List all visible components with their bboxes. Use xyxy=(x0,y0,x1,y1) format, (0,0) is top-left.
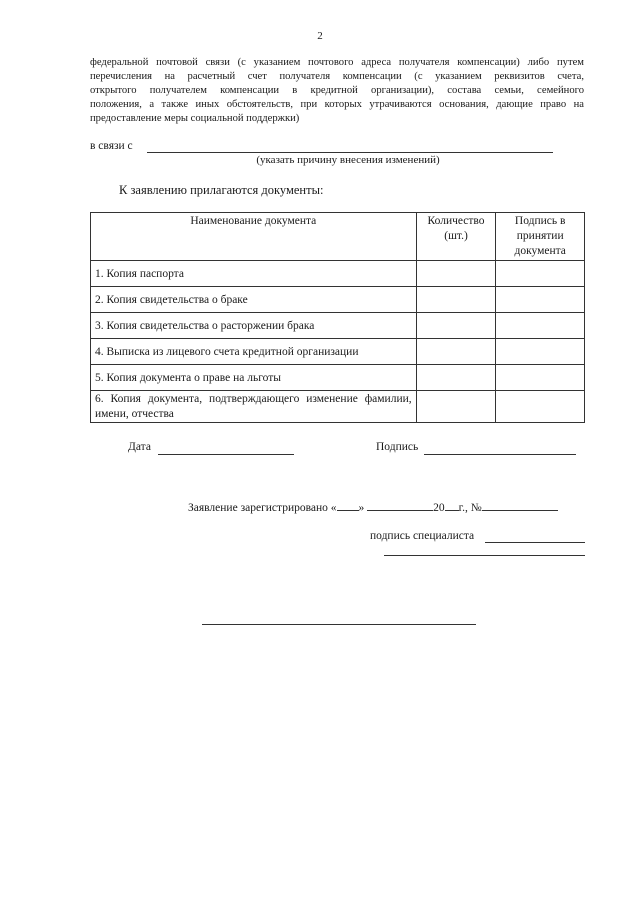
signature-cell[interactable] xyxy=(496,313,585,339)
registration-day-blank[interactable] xyxy=(337,499,359,511)
paragraph-line: положения, а также иных обстоятельств, при которых утрачиваются основания, дающие право на xyxy=(90,99,584,110)
table-header-row xyxy=(91,213,585,261)
paragraph-line: перечисления на расчетный счет получателя компенсации (с указанием реквизитов счета, xyxy=(90,71,584,82)
registration-number-blank[interactable] xyxy=(482,499,558,511)
registration-year-blank[interactable] xyxy=(445,499,459,511)
date-label: Дата xyxy=(128,441,151,453)
registration-line xyxy=(188,499,558,514)
specialist-name-blank[interactable] xyxy=(384,555,585,556)
documents-intro: К заявлению прилагаются документы: xyxy=(119,183,324,197)
date-blank-line[interactable] xyxy=(158,454,294,455)
quantity-cell[interactable] xyxy=(416,313,496,339)
signature-cell[interactable] xyxy=(496,287,585,313)
document-name-cell: 4. Выписка из лицевого счета кредитной организации xyxy=(91,339,417,365)
document-name-cell: 5. Копия документа о праве на льготы xyxy=(91,365,417,391)
table-row xyxy=(91,313,585,339)
documents-table xyxy=(90,212,585,423)
registration-prefix: Заявление зарегистрировано « xyxy=(188,502,337,514)
signature-label: Подпись xyxy=(376,441,419,453)
paragraph-line: предоставление меры социальной поддержки) xyxy=(90,113,300,124)
table-row xyxy=(91,391,585,423)
table-row xyxy=(91,261,585,287)
document-name-cell: 1. Копия паспорта xyxy=(91,261,417,287)
quantity-cell[interactable] xyxy=(416,287,496,313)
header-document-name: Наименование документа xyxy=(91,213,417,261)
registration-month-blank[interactable] xyxy=(367,499,433,511)
page-number: 2 xyxy=(317,30,323,42)
document-name-cell: 3. Копия свидетельства о расторжении брака xyxy=(91,313,417,339)
bottom-blank-line[interactable] xyxy=(202,624,476,625)
document-name-cell: 2. Копия свидетельства о браке xyxy=(91,287,417,313)
signature-cell[interactable] xyxy=(496,339,585,365)
table-row xyxy=(91,365,585,391)
reason-label: в связи с xyxy=(90,140,133,152)
reason-hint xyxy=(0,154,640,166)
registration-year-suffix: г., № xyxy=(458,502,482,514)
header-quantity: Количество (шт.) xyxy=(416,213,496,261)
document-name-cell: 6. Копия документа, подтверждающего изменение фамилии, имени, отчества xyxy=(91,391,417,423)
specialist-signature-label: подпись специалиста xyxy=(370,530,475,542)
table-row xyxy=(91,287,585,313)
quantity-cell[interactable] xyxy=(416,391,496,423)
signature-cell[interactable] xyxy=(496,261,585,287)
quantity-cell[interactable] xyxy=(416,339,496,365)
reason-hint-text: (указать причину внесения изменений) xyxy=(256,154,440,166)
signature-cell[interactable] xyxy=(496,365,585,391)
paragraph xyxy=(90,56,584,126)
paragraph-line: федеральной почтовой связи (с указанием почтового адреса получателя компенсации) либо путем xyxy=(90,57,584,68)
registration-year-prefix: 20 xyxy=(433,502,445,514)
signature-blank-line[interactable] xyxy=(424,454,576,455)
signature-cell[interactable] xyxy=(496,391,585,423)
registration-quote-close: » xyxy=(358,502,365,514)
quantity-cell[interactable] xyxy=(416,261,496,287)
reason-blank-line[interactable] xyxy=(147,152,553,153)
header-signature: Подпись в принятии документа xyxy=(496,213,585,261)
paragraph-line: открытого получателем компенсации в кредитной организации), состава семьи, семейного xyxy=(90,85,584,96)
table-row xyxy=(91,339,585,365)
quantity-cell[interactable] xyxy=(416,365,496,391)
specialist-signature-blank[interactable] xyxy=(485,542,585,543)
